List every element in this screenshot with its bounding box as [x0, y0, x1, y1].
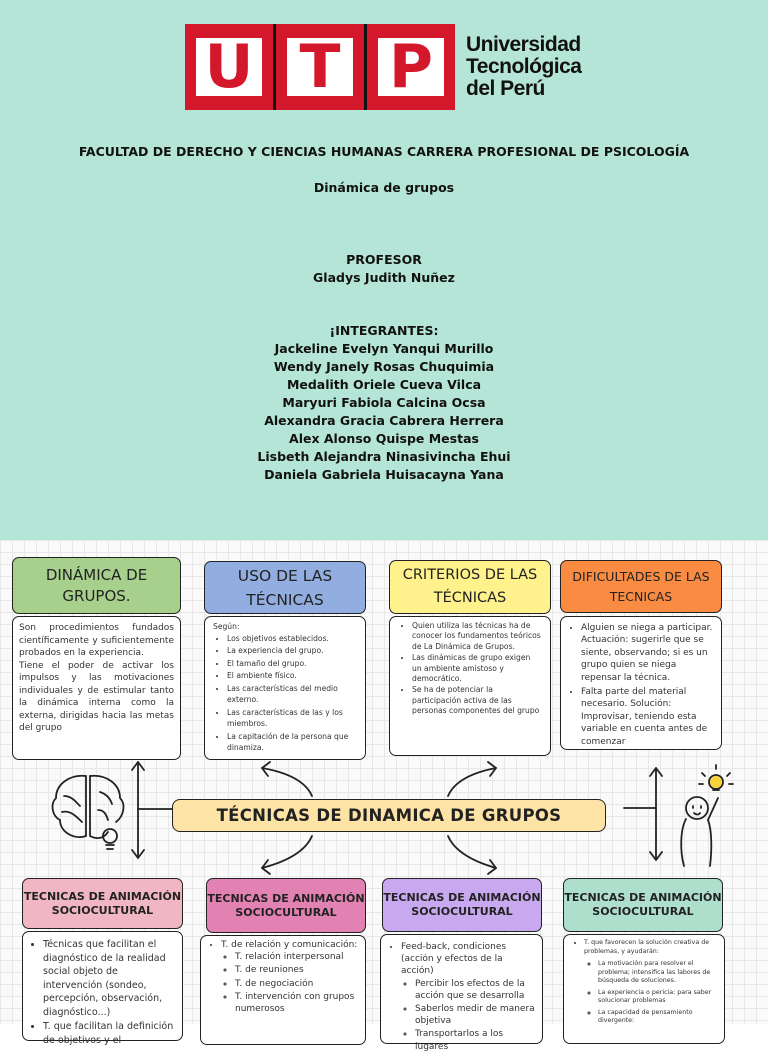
center-title: TÉCNICAS DE DINAMICA DE GRUPOS — [172, 799, 606, 832]
card-animacion-3 — [380, 934, 543, 1052]
list-item: • Las dinámicas de grupo exigen un ambiente amistoso y democrático. — [412, 653, 542, 684]
university-name: Universidad Tecnológica del Perú — [466, 33, 582, 100]
members-label: ¡INTEGRANTES: — [329, 323, 439, 338]
member-name: Medalith Oriele Cueva Vilca — [286, 377, 482, 392]
logo-letter-u: U — [185, 24, 273, 110]
list — [207, 939, 359, 1015]
list-item: • T. que favorecen la solución creativa de problemas, y ayudarán: ◦ La motivación para resolver el problema; intensifica las labores de búsqueda de soluciones. ◦ La experiencia o pericia: para saber solucionar problemas ◦ La capacidad de pensamiento divergente: — [584, 939, 718, 1026]
member-name: Jackeline Evelyn Yanqui Murillo — [274, 341, 494, 356]
header-animacion-2: TECNICAS DE ANIMACIÓN SOCIOCULTURAL — [206, 878, 366, 933]
sub-list — [221, 951, 359, 1015]
paragraph: Tiene el poder de activar los impulsos y las motivaciones individuales y de estimular tanto la dinámica interna como la externa, dirigidas hacia las metas del grupo — [19, 660, 174, 733]
header-dinamica-grupos: DINÁMICA DE GRUPOS. — [12, 557, 181, 614]
list-item: • La capitación de la persona que dinamiza. — [227, 731, 357, 754]
list-item: • El ambiente físico. — [227, 670, 357, 682]
member-name: Daniela Gabriela Huisacayna Yana — [264, 467, 504, 482]
card-animacion-4 — [563, 934, 725, 1044]
intro-text: Según: — [213, 622, 240, 631]
list — [213, 633, 357, 754]
list — [398, 621, 542, 717]
sub-list-item: ◦ La motivación para resolver el problema; intensifica las labores de búsqueda de soluciones. — [598, 960, 718, 986]
list — [570, 939, 718, 1026]
sub-list-item: ◦ T. de negociación — [235, 978, 359, 990]
member-name: Alexandra Gracia Cabrera Herrera — [264, 413, 504, 428]
course-title: Dinámica de grupos — [313, 180, 455, 195]
sub-list-item: ◦ T. relación interpersonal — [235, 951, 359, 963]
faculty-title: FACULTAD DE DERECHO Y CIENCIAS HUMANAS CARRERA PROFESIONAL DE PSICOLOGÍA — [78, 144, 690, 159]
member-name: Maryuri Fabiola Calcina Ocsa — [282, 395, 486, 410]
list-item: • Los objetivos establecidos. — [227, 633, 357, 645]
list-item: • Falta parte del material necesario. Solución: Improvisar, teniendo esta variable en cuenta antes de comenzar — [581, 686, 715, 748]
professor-name: Gladys Judith Nuñez — [313, 270, 455, 285]
list-item: • Alguien se niega a participar. Actuación: sugerirle que se siente, observando; si es un grupo quien se niega repensar la técnica. — [581, 622, 715, 684]
card-dinamica-grupos — [12, 616, 181, 760]
list-item: • Técnicas que facilitan el diagnóstico de la realidad social objeto de intervención (sondeo, percepción, observación, diagnóstico...) — [43, 938, 176, 1019]
person-idea-icon — [681, 765, 733, 866]
members-list — [0, 322, 768, 484]
header-dificultades-tecnicas: DIFICULTADES DE LAS TECNICAS — [560, 560, 722, 613]
card-animacion-2 — [200, 935, 366, 1045]
member-name: Alex Alonso Quispe Mestas — [289, 431, 479, 446]
member-name: Wendy Janely Rosas Chuquimia — [273, 359, 495, 374]
logo-letter-p: P — [367, 24, 455, 110]
brain-lightbulb-icon — [53, 776, 124, 849]
sub-list — [584, 960, 718, 1026]
logo-letter-t: T — [276, 24, 364, 110]
sub-list-item: ◦ La capacidad de pensamiento divergente: — [598, 1009, 718, 1026]
header-criterios-tecnicas: CRITERIOS DE LAS TÉCNICAS — [389, 560, 551, 614]
sub-list-item: ◦ T. de reuniones — [235, 964, 359, 976]
list-item: • Las características del medio externo. — [227, 683, 357, 706]
list-item: • Feed-back, condiciones (acción y efectos de la acción) ◦ Percibir los efectos de la acción que se desarrolla ◦ Saberlos medir de manera objetiva ◦ Transportarlos a los lugares — [401, 941, 536, 1053]
card-dificultades-tecnicas — [560, 616, 722, 750]
list-item: • T. de relación y comunicación: ◦ T. relación interpersonal ◦ T. de reuniones ◦ T. de negociación ◦ T. intervención con grupos numerosos — [221, 939, 359, 1015]
utp-logo — [185, 24, 455, 110]
sub-list-item: ◦ T. intervención con grupos numerosos — [235, 991, 359, 1015]
list-item: • El tamaño del grupo. — [227, 658, 357, 670]
list-item: • Quien utiliza las técnicas ha de conocer los fundamentos teóricos de La Dinámica de Grupos. — [412, 621, 542, 652]
paragraph: Son procedimientos fundados científicamente y suficientemente probados en la experiencia. — [19, 623, 174, 658]
concept-map — [0, 540, 768, 1052]
header-animacion-1: TECNICAS DE ANIMACIÓN SOCIOCULTURAL — [22, 878, 183, 929]
sub-list-item: ◦ Percibir los efectos de la acción que se desarrolla — [415, 978, 536, 1002]
sub-list — [401, 978, 536, 1053]
list-item: • T. que facilitan la definición de objetivos y el — [43, 1020, 176, 1047]
card-uso-tecnicas — [204, 616, 366, 760]
card-criterios-tecnicas — [389, 616, 551, 756]
list — [387, 941, 536, 1053]
sub-list-item: ◦ Transportarlos a los lugares — [415, 1028, 536, 1052]
member-name: Lisbeth Alejandra Ninasivincha Ehui — [257, 449, 511, 464]
list-item: • La experiencia del grupo. — [227, 645, 357, 657]
header-uso-tecnicas: USO DE LAS TÉCNICAS — [204, 561, 366, 614]
header-animacion-4: TECNICAS DE ANIMACIÓN SOCIOCULTURAL — [563, 878, 723, 932]
list — [29, 938, 176, 1047]
list-item: • Se ha de potenciar la participación activa de las personas componentes del grupo — [412, 685, 542, 716]
list — [567, 622, 715, 748]
card-animacion-1 — [22, 931, 183, 1046]
professor-label: PROFESOR — [346, 252, 422, 267]
sub-list-item: ◦ Saberlos medir de manera objetiva — [415, 1003, 536, 1027]
header-animacion-3: TECNICAS DE ANIMACIÓN SOCIOCULTURAL — [382, 878, 542, 932]
sub-list-item: ◦ La experiencia o pericia: para saber solucionar problemas — [598, 989, 718, 1006]
list-item: • Las características de las y los miembros. — [227, 707, 357, 730]
